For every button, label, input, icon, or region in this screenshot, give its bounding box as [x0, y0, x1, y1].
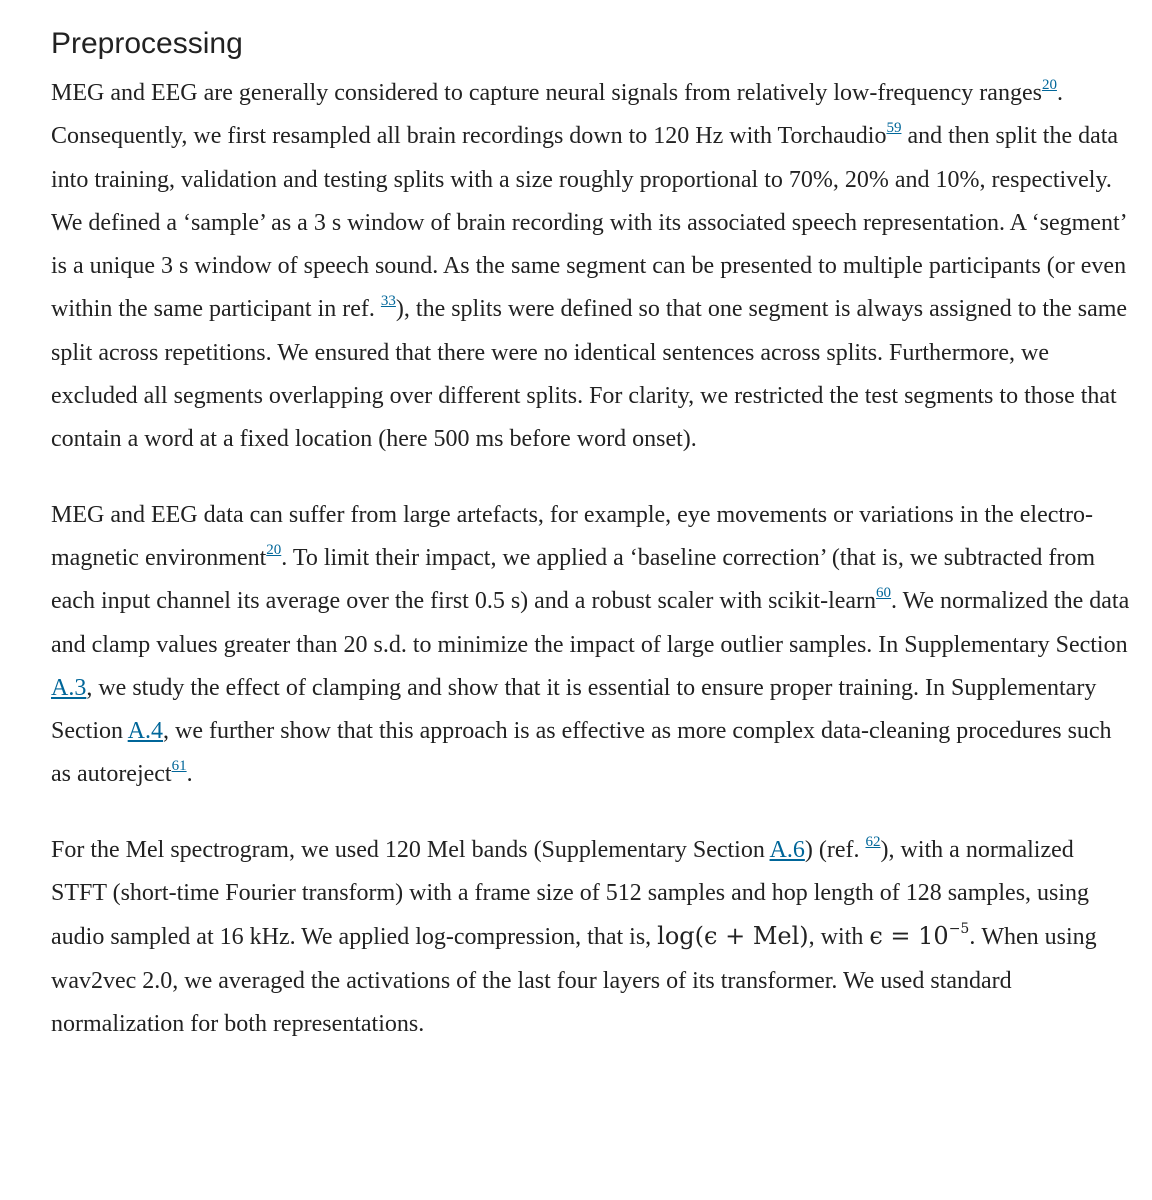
reference-link[interactable]: 59 — [886, 120, 902, 137]
supplementary-section-link[interactable]: A.6 — [769, 836, 805, 863]
text-span: and then split the data into training, validation and testing splits with a size roughly proportional to 70%, 20% and 10%, respectively. We defined a ‘sample’ as a 3 s window of brain recording with its associated speech representation. A ‘segment’ is a unique 3 s window of speech sound. As the same segment can be presented to multiple participants (or even within the same participant in ref. — [51, 123, 1127, 323]
text-span: , we further show that this approach is as effective as more complex data-cleaning procedures such as autoreject — [51, 718, 1112, 788]
reference-link[interactable]: 61 — [171, 758, 187, 775]
text-span: . Consequently, we first resampled all brain recordings down to 120 Hz with Torchaudio — [51, 80, 1063, 150]
text-span: . To limit their impact, we applied a ‘baseline correction’ (that is, we subtracted from each input channel its average over the first 0.5 s) and a robust scaler with scikit-learn — [51, 544, 1096, 615]
text-span: ), the splits were defined so that one segment is always assigned to the same split across repetitions. We ensured that there were no identical sentences across splits. Furthermore, we excluded all segments overlapping over different splits. For clarity, we restricted the test segments to those that contain a word at a fixed location (here 500 ms before word onset). — [51, 296, 1128, 453]
text-span: For the Mel spectrogram, we used 120 Mel bands (Supplementary Section — [51, 836, 770, 863]
math-epsilon-base: ϵ = 10 — [869, 922, 949, 951]
supplementary-section-link[interactable]: A.4 — [127, 718, 164, 745]
article-section — [51, 18, 1131, 1078]
text-span: ) (ref. — [804, 836, 866, 863]
supplementary-section-link[interactable]: A.3 — [51, 674, 87, 701]
text-span: MEG and EEG are generally considered to capture neural signals from relatively low-frequency ranges — [51, 80, 1042, 106]
text-span: , we study the effect of clamping and show that it is essential to ensure proper training. In Supplementary Section — [51, 674, 1097, 745]
math-log-compression: log(ϵ + Mel) — [657, 922, 809, 951]
paragraph-mel-spectrogram — [51, 829, 1131, 1046]
reference-link[interactable]: 33 — [380, 293, 396, 310]
reference-link[interactable]: 20 — [1041, 77, 1057, 93]
text-span: ), with a normalized STFT (short-time Fourier transform) with a frame size of 512 samples and hop length of 128 samples, using audio sampled at 16 kHz. We applied log-compression, that is, — [51, 836, 1090, 951]
paragraph-artefacts — [51, 494, 1131, 797]
text-span: . When using wav2vec 2.0, we averaged the activations of the last four layers of its transformer. We used standard normalization for both representations. — [51, 924, 1097, 1037]
math-epsilon-exponent: −5 — [948, 921, 970, 938]
paragraph-resampling — [51, 72, 1131, 462]
text-span: , with — [808, 924, 870, 951]
reference-link[interactable]: 60 — [876, 585, 892, 602]
text-span: . We normalized the data and clamp values greater than 20 s.d. to minimize the impact of large outlier samples. In Supplementary Section — [51, 588, 1130, 658]
reference-link[interactable]: 62 — [865, 833, 881, 850]
math-epsilon — [869, 922, 969, 950]
text-span: MEG and EEG data can suffer from large artefacts, for example, eye movements or variations in the electro-magnetic environment — [51, 501, 1094, 571]
section-heading: Preprocessing — [51, 27, 243, 60]
text-span: . — [186, 761, 193, 788]
reference-link[interactable]: 20 — [266, 541, 282, 558]
